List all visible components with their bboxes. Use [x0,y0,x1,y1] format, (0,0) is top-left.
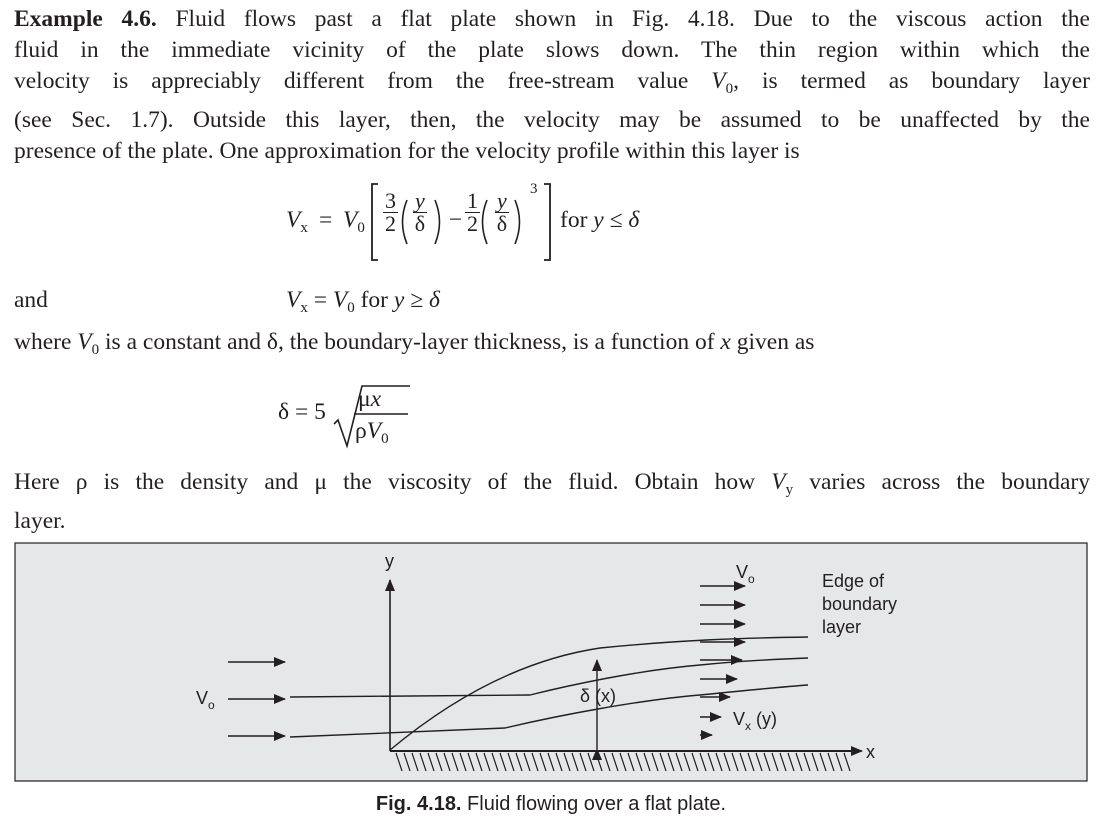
figure-frame [15,543,1087,781]
eq1-frac-y-delta-2: $\frac{y}{\delta}$ [496,188,508,236]
example-line-5: presence of the plate. One approximation for the velocity profile within this layer is [14,138,800,164]
eq1-exponent: 3 [530,181,538,197]
edge-label-1: Edge of [822,571,885,591]
vx-label: $V_x$ (y) [733,709,778,733]
eq1-condition: for [560,207,594,233]
example-heading: Example 4.6. [14,6,157,32]
example-line-3: velocity is appreciably different from the free-stream value $V_0$, is termed as boundary layer [14,68,1090,97]
v0-top-label: $V_o$ [736,562,755,586]
eq1-equals: = [319,207,333,233]
example-line-2: fluid in the immediate vicinity of the plate slows down. The thin region within which the [14,37,1090,63]
eq1-lhs: V [286,207,301,233]
eq1-frac-y-delta-1: $\frac{y}{\delta}$ [414,188,426,236]
eq3-lhs: δ = 5 [278,399,326,425]
eq1-frac-3-2: $\frac{3}{2}$ [385,188,396,236]
eq3-numerator: μx [358,386,382,412]
y-axis-label: y [385,551,394,571]
and-label: and [14,287,48,313]
eq1-v0: V [343,207,358,233]
x-axis-label: x [866,742,875,762]
edge-label-3: layer [822,617,862,637]
question-paragraph: Here ρ is the density and μ the viscosity of the fluid. Obtain how $V_y$ varies across the boundary layer. [14,469,1090,534]
example-line-4: (see Sec. 1.7). Outside this layer, then, the velocity may be assumed to be unaffected by the [14,107,1090,133]
delta-label: δ (x) [580,686,617,706]
eq3-denominator: $\rho V_0$ [355,418,389,447]
free-stream-equation: $V_x = V_0$ for y ≥ δ [286,287,440,316]
v0-left-label: $V_o$ [196,688,215,712]
edge-label-2: boundary [822,594,898,614]
eq1-minus: − [449,207,463,233]
eq1-frac-1-2: $\frac{1}{2}$ [467,188,478,236]
figure-caption: Fig. 4.18. Fluid flowing over a flat plate. [375,793,727,815]
example-line-1: Example 4.6. Fluid flows past a flat plate shown in Fig. 4.18. Due to the viscous action the [14,6,1090,32]
where-line: where $V_0$ is a constant and δ, the boundary-layer thickness, is a function of x given as [14,329,815,358]
